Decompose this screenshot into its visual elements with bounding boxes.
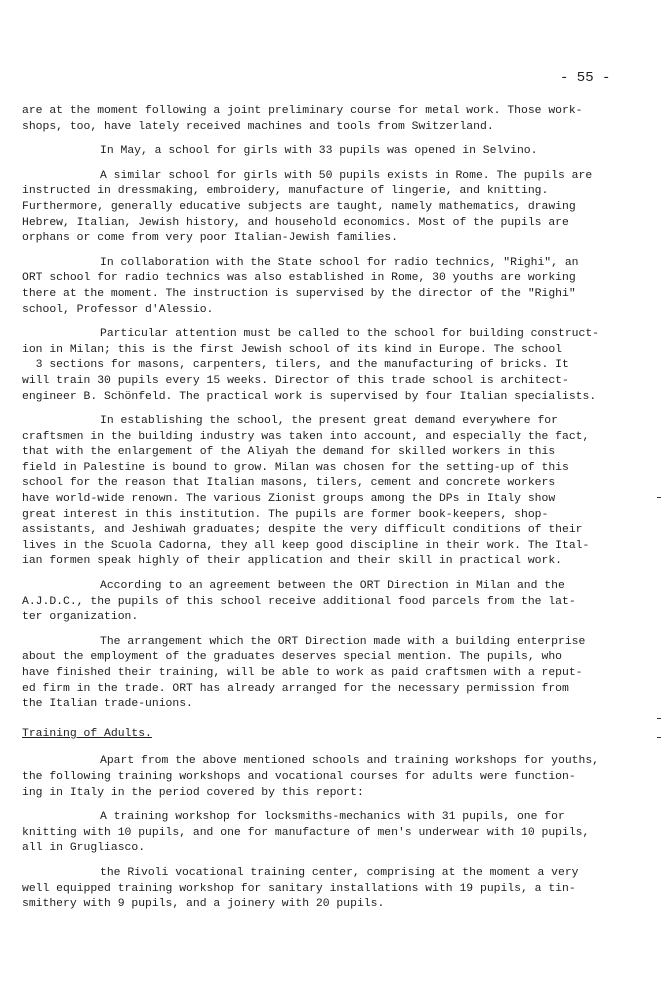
text-line: Hebrew, Italian, Jewish history, and household economics. Most of the pupils are	[22, 216, 569, 229]
text-line: A.J.D.C., the pupils of this school receive additional food parcels from the lat-	[22, 595, 576, 608]
text-line: craftsmen in the building industry was taken into account, and especially the fact,	[22, 430, 590, 443]
text-line: well equipped training workshop for sanitary installations with 19 pupils, a tin-	[22, 882, 576, 895]
text-line: there at the moment. The instruction is supervised by the director of the "Righi"	[22, 287, 576, 300]
text-line: Particular attention must be called to the school for building construct-	[100, 328, 599, 341]
margin-mark	[657, 718, 661, 719]
text-line: shops, too, have lately received machines and tools from Switzerland.	[22, 120, 494, 133]
text-line: lives in the Scuola Cadorna, they all keep good discipline in their work. The Ital-	[22, 539, 590, 552]
body-text	[22, 104, 652, 922]
text-line: great interest in this institution. The pupils are former book-keepers, shop-	[22, 508, 549, 521]
text-line: about the employment of the graduates deserves special mention. The pupils, who	[22, 651, 563, 664]
text-line: ter organization.	[22, 611, 139, 624]
paragraph	[22, 754, 652, 801]
text-line: knitting with 10 pupils, and one for manufacture of men's underwear with 10 pupils,	[22, 826, 590, 839]
text-line: A similar school for girls with 50 pupils exists in Rome. The pupils are	[100, 169, 593, 182]
paragraph	[22, 256, 652, 318]
text-line: have finished their training, will be able to work as paid craftsmen with a reput-	[22, 667, 583, 679]
paragraph	[22, 414, 652, 570]
text-line: ORT school for radio technics was also established in Rome, 30 youths are working	[22, 272, 576, 285]
text-line: all in Grugliasco.	[22, 842, 146, 855]
margin-mark	[657, 497, 661, 498]
paragraph	[22, 104, 652, 135]
text-line: In collaboration with the State school for radio technics, "Righi", an	[100, 256, 579, 269]
text-line: Apart from the above mentioned schools and training workshops for youths,	[100, 755, 599, 768]
text-line: ed firm in the trade. ORT has already arranged for the necessary permission from	[22, 682, 569, 695]
text-line: the Rivoli vocational training center, comprising at the moment a very	[100, 866, 579, 879]
paragraph	[22, 144, 652, 160]
text-line: The arrangement which the ORT Direction made with a building enterprise	[100, 635, 586, 648]
text-line: ian formen speak highly of their application and their skill in practical work.	[22, 555, 563, 568]
text-line: that with the enlargement of the Aliyah the demand for skilled workers in this	[22, 446, 556, 459]
text-line: In establishing the school, the present great demand everywhere for	[100, 415, 558, 428]
paragraph	[22, 635, 652, 713]
text-line: In May, a school for girls with 33 pupils was opened in Selvino.	[100, 145, 538, 158]
margin-mark	[657, 737, 661, 738]
paragraph-group-2	[22, 754, 652, 912]
text-line: assistants, and Jeshiwah graduates; despite the very difficult conditions of their	[22, 524, 583, 537]
paragraph	[22, 579, 652, 626]
text-line: 3 sections for masons, carpenters, tilers, and the manufacturing of bricks. It	[22, 359, 569, 372]
text-line: ing in Italy in the period covered by this report:	[22, 786, 364, 799]
text-line: Furthermore, generally educative subjects are taught, namely mathematics, drawing	[22, 200, 576, 213]
text-line: instructed in dressmaking, embroidery, manufacture of lingerie, and knitting.	[22, 185, 549, 198]
text-line: According to an agreement between the ORT Direction in Milan and the	[100, 580, 565, 593]
text-line: school, Professor d'Alessio.	[22, 303, 214, 316]
text-line: A training workshop for locksmiths-mechanics with 31 pupils, one for	[100, 811, 565, 824]
paragraph	[22, 169, 652, 247]
text-line: school for the reason that Italian masons, tilers, cement and concrete workers	[22, 477, 556, 490]
text-line: ion in Milan; this is the first Jewish school of its kind in Europe. The school	[22, 343, 563, 356]
text-line: are at the moment following a joint preliminary course for metal work. Those work-	[22, 105, 583, 117]
paragraph	[22, 866, 652, 913]
page-number: - 55 -	[560, 70, 611, 86]
text-line: have world-wide renown. The various Zionist groups among the DPs in Italy show	[22, 493, 556, 506]
text-line: smithery with 9 pupils, and a joinery with 20 pupils.	[22, 898, 385, 911]
paragraph-group-1	[22, 104, 652, 713]
text-line: the following training workshops and vocational courses for adults were function-	[22, 770, 576, 783]
paragraph	[22, 810, 652, 857]
section-heading: Training of Adults.	[22, 727, 152, 740]
text-line: field in Palestine is bound to grow. Milan was chosen for the setting-up of this	[22, 461, 569, 474]
text-line: will train 30 pupils every 15 weeks. Director of this trade school is architect-	[22, 374, 569, 387]
text-line: engineer B. Schönfeld. The practical work is supervised by four Italian specialists.	[22, 390, 597, 403]
text-line: orphans or come from very poor Italian-Jewish families.	[22, 232, 398, 245]
text-line: the Italian trade-unions.	[22, 698, 193, 711]
paragraph	[22, 327, 652, 405]
